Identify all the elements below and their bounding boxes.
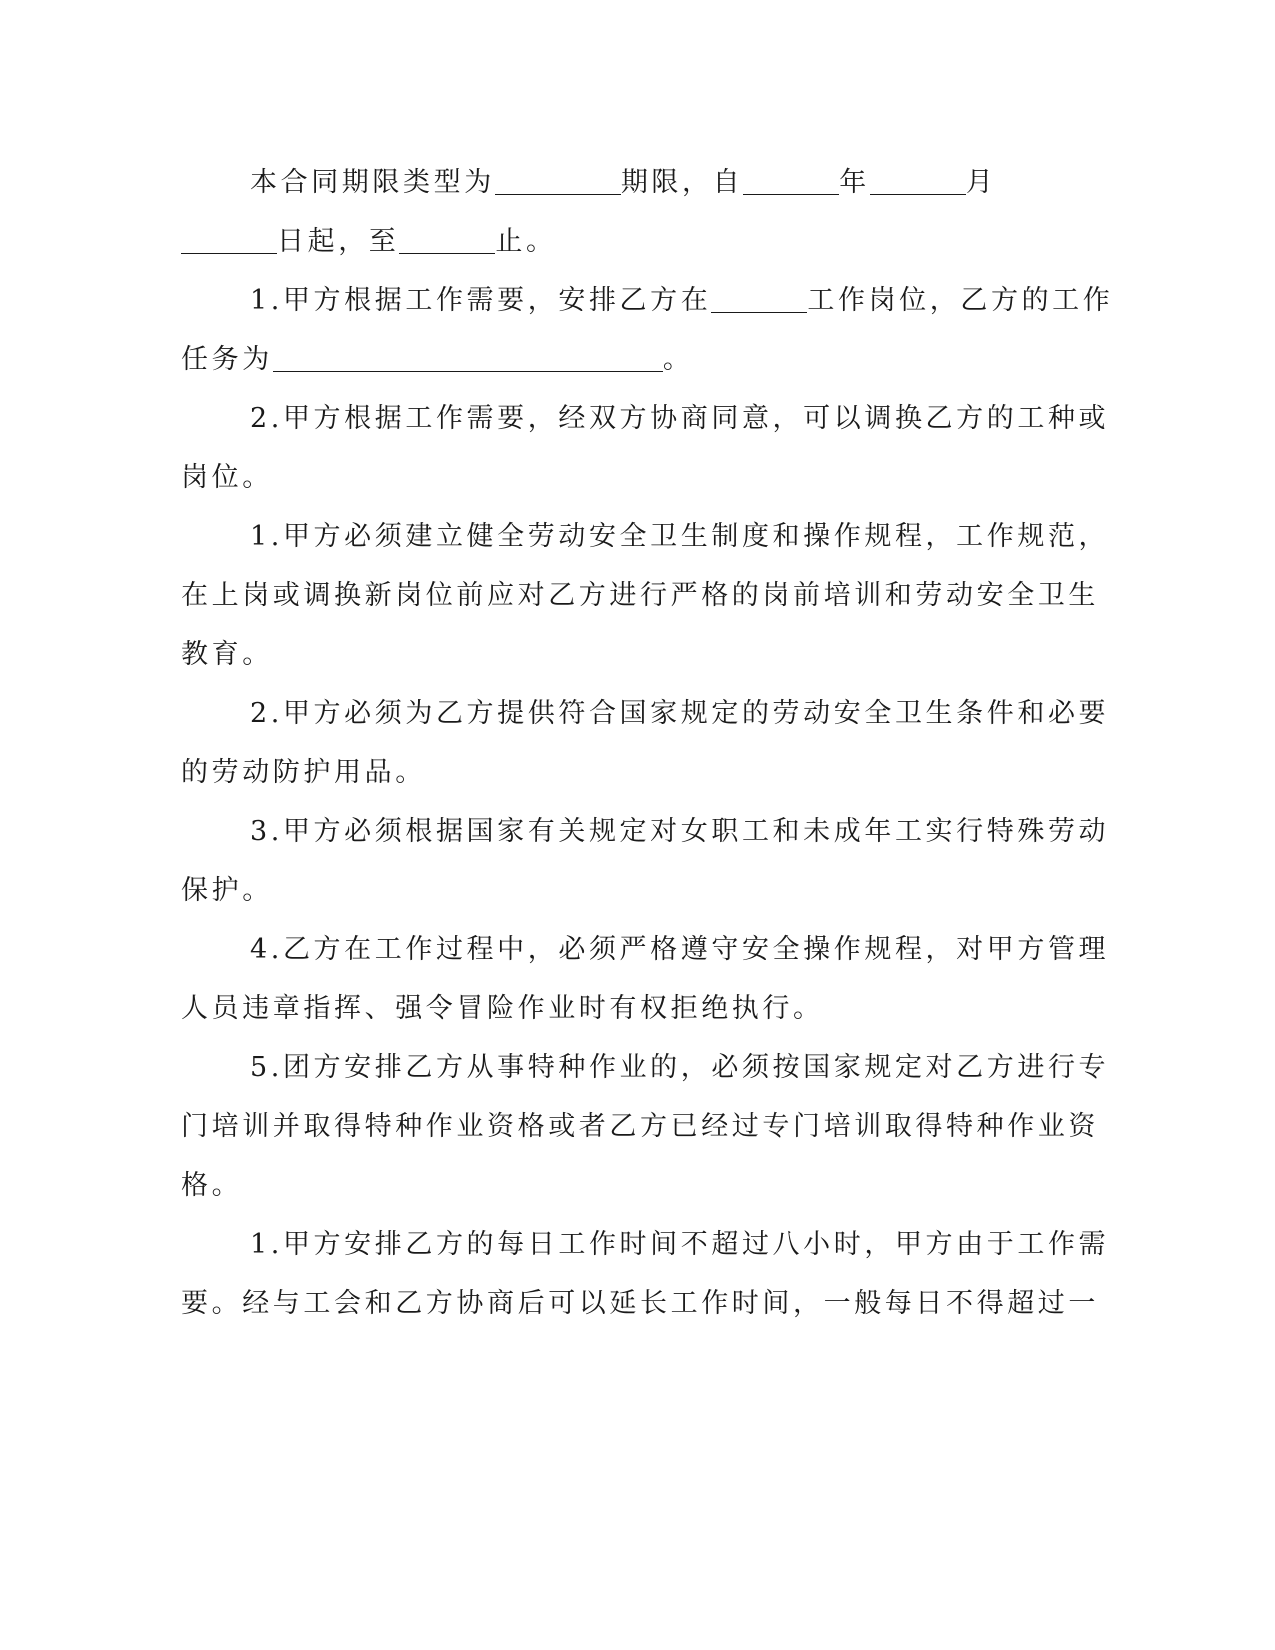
safety-p2-line-2: 的劳动防护用品。 — [181, 757, 426, 788]
job-p1-text-a: 1.甲方根据工作需要，安排乙方在 — [250, 285, 712, 316]
safety-p3-line-2: 保护。 — [181, 875, 273, 906]
job-p2-line-1: 2.甲方根据工作需要，经双方协商同意，可以调换乙方的工种或 — [250, 403, 1110, 434]
safety-paragraph-4 — [181, 920, 1110, 1038]
safety-paragraph-2 — [181, 684, 1110, 802]
term-text-6: 止。 — [495, 226, 557, 257]
job-p1-text-d: 。 — [662, 344, 694, 375]
hours-paragraph-1 — [181, 1215, 1110, 1333]
safety-p5-line-1: 5.团方安排乙方从事特种作业的，必须按国家规定对乙方进行专 — [250, 1052, 1110, 1083]
term-text-3: 年 — [839, 167, 870, 198]
job-paragraph-2 — [181, 389, 1110, 507]
job-paragraph-1 — [181, 271, 1114, 389]
job-p1-text-c: 任务为 — [181, 344, 273, 375]
safety-p1-line-1: 1.甲方必须建立健全劳动安全卫生制度和操作规程，工作规范， — [250, 521, 1110, 552]
safety-p1-line-2: 在上岗或调换新岗位前应对乙方进行严格的岗前培训和劳动安全卫生 — [181, 580, 1099, 611]
term-text-1: 本合同期限类型为 — [250, 167, 495, 198]
term-text-5: 日起，至 — [277, 226, 400, 257]
safety-p2-line-1: 2.甲方必须为乙方提供符合国家规定的劳动安全卫生条件和必要 — [250, 698, 1110, 729]
term-text-4: 月 — [965, 167, 997, 198]
start-year-blank[interactable] — [743, 168, 839, 195]
contract-term-paragraph — [181, 153, 1031, 271]
job-post-blank[interactable] — [711, 286, 807, 313]
safety-paragraph-1 — [181, 507, 1110, 684]
job-task-blank[interactable] — [273, 345, 663, 372]
safety-p3-line-1: 3.甲方必须根据国家有关规定对女职工和未成年工实行特殊劳动 — [250, 816, 1110, 847]
job-p2-line-2: 岗位。 — [181, 462, 273, 493]
term-text-2: 期限，自 — [620, 167, 744, 198]
job-p1-text-b: 工作岗位，乙方的工作 — [807, 285, 1114, 316]
safety-p4-line-1: 4.乙方在工作过程中，必须严格遵守安全操作规程，对甲方管理 — [250, 934, 1110, 965]
safety-p5-line-3: 格。 — [181, 1170, 243, 1201]
safety-p1-line-3: 教育。 — [181, 639, 273, 670]
safety-p4-line-2: 人员违章指挥、强令冒险作业时有权拒绝执行。 — [181, 993, 824, 1024]
end-date-blank[interactable] — [399, 227, 495, 254]
contract-body — [181, 153, 1114, 1333]
start-day-blank[interactable] — [181, 227, 277, 254]
safety-paragraph-5 — [181, 1038, 1110, 1215]
start-month-blank[interactable] — [870, 168, 966, 195]
hours-p1-line-1: 1.甲方安排乙方的每日工作时间不超过八小时，甲方由于工作需 — [250, 1229, 1110, 1260]
term-type-blank[interactable] — [495, 168, 621, 195]
hours-p1-line-2: 要。经与工会和乙方协商后可以延长工作时间，一般每日不得超过一 — [181, 1288, 1099, 1319]
safety-p5-line-2: 门培训并取得特种作业资格或者乙方已经过专门培训取得特种作业资 — [181, 1111, 1099, 1142]
safety-paragraph-3 — [181, 802, 1110, 920]
